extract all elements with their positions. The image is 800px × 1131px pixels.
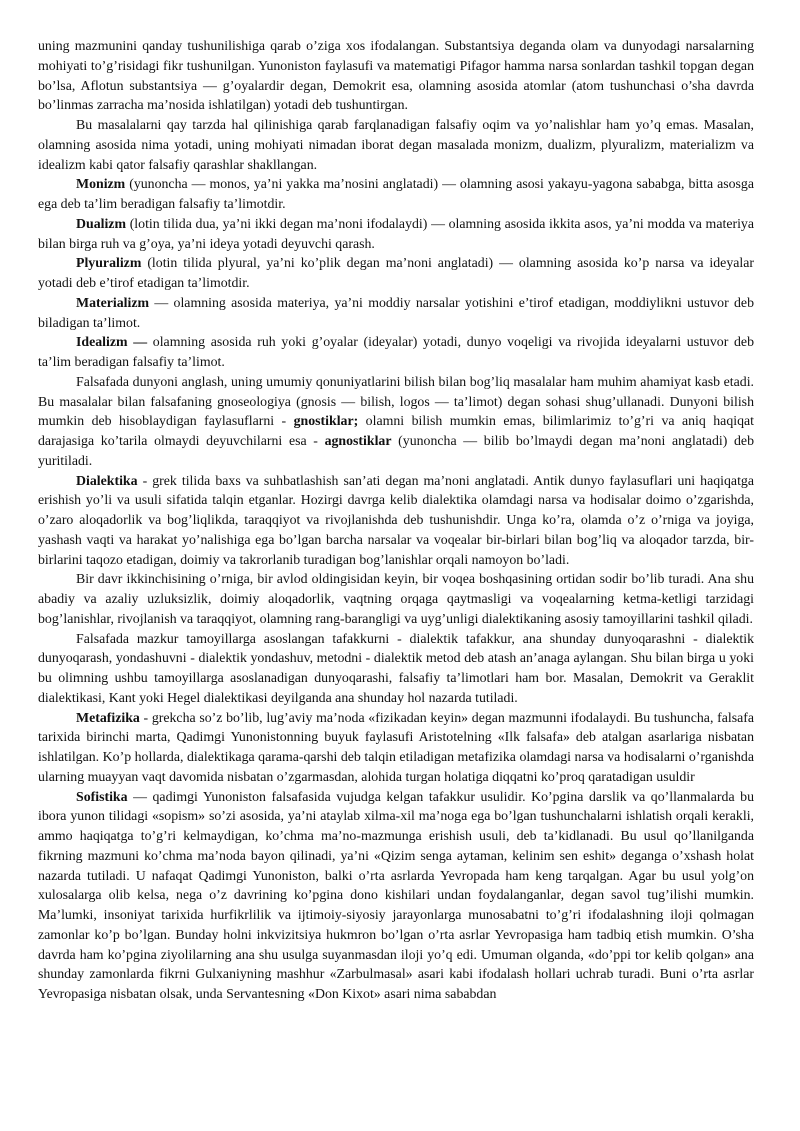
- paragraph-dialectics: [38, 471, 754, 570]
- term-heading: Monizm: [76, 176, 126, 192]
- term-heading: Materializm: [76, 294, 150, 310]
- paragraph-text: (yunoncha — bilib bo’lmaydi degan ma’noni anglatadi) deb yuritiladi.: [38, 433, 754, 468]
- paragraph-substance: [38, 36, 754, 115]
- paragraph-dualism: [38, 214, 754, 254]
- paragraph-text: Falsafada dunyoni anglash, uning umumiy qonuniyatlarini bilish bilan bog’liq masalalar ham muhim ahamiyat kasb etadi. Bu masalalar bilan falsafaning gnoseologiya (gnosis — bilish, logos — ta’limot) degan sohasi shug’ullanadi. Dunyoni bilish mumkin deb hisoblaydigan faylasuflarni -: [38, 373, 754, 429]
- paragraph-continuity: [38, 569, 754, 628]
- paragraph-text: uning mazmunini qanday tushunilishiga qarab o’ziga xos ifodalangan. Substantsiya deganda olam va dunyodagi narsalarning mohiyati to’g’risidagi fikr tushunilgan. Yunoniston faylasufi va matematigi Pifagor hamma narsa sonlardan tashkil topgan degan bo’lsa, Aflotun substantsiya — g’oyalardir degan, Demokrit esa, olamning asosida atomlar (atom tushunchasi o’sha davrda bo’linmas zarracha ma’nosida ishlatilgan) yotadi deb tushuntirgan.: [38, 38, 754, 113]
- paragraph-text: (lotin tilida plyural, ya’ni ko’plik degan ma’noni anglatadi) — olamning asosida ko’p narsa va ideyalar yotadi deb e’tirof etadigan ta’limotdir.: [38, 255, 754, 290]
- paragraph-dialectical-thinking: [38, 629, 754, 708]
- term-heading: Dialektika: [76, 472, 138, 488]
- term-agnostics: agnostiklar: [324, 433, 392, 448]
- term-heading: Dualizm: [76, 215, 126, 231]
- paragraph-pluralism: [38, 253, 754, 293]
- paragraph-text: Bir davr ikkinchisining o’rniga, bir avlod oldingisidan keyin, bir voqea boshqasining ortidan sodir bo’lib turadi. Ana shu abadiy va azaliy uzluksizlik, doimiy aloqadorlik, vaqtning orqaga qaytmasligi va voqealarning ketma-ketligi tarzidagi bog’lanishlar, rivojlanish va taraqqiyot, olamning rang-barangligi va uyg’unligi dialektikaning asosiy tamoyillarini tashkil qiladi.: [38, 571, 754, 626]
- paragraph-text: — olamning asosida materiya, ya’ni moddiy narsalar yotishini e’tirof etadigan, moddiylikni ustuvor deb biladigan ta’limot.: [38, 294, 754, 330]
- paragraph-text: — qadimgi Yunoniston falsafasida vujudga kelgan tafakkur usulidir. Ko’pgina darslik va qo’llanmalarda bu ibora yunon tilidagi «sopism» so’zi asosida, ya’ni ataylab xilma-xil ma’noga ega bo’lgan tushunchalarni ishlatish orqali kerakli, ammo haqiqatga to’g’ri kelmaydigan, ko’chma ma’no-mazmunga erishish usuli, deb ta’kidlanadi. Bu usul qo’llanilganda fikrning mazmuni ko’chma ma’noda bayon qilinadi, ya’ni «Qizim senga aytaman, kelinim sen eshit» deganga o’xshash holat nazarda tutiladi. U nafaqat Qadimgi Yunoniston, balki o’rta asrlarda Yevropada ham keng tarqalgan. Agar bu usul yolg’on xulosalarga olib kelsa, nega o’z davrining ko’pgina dono kishilari undan foydalanganlar, degan savol tug’ilishi mumkin. Ma’lumki, insoniyat tarixida hurfikrlilik va ijtimoiy-siyosiy jarayonlarga munosabatni to’g’ri ifodalashning iloji qolmagan zamonlar ko’p bo’lgan. Bunday holni inkvizitsiya hukmron bo’lgan o’rta asrlar Yevropasiga ham tadbiq etish mumkin. O’sha davrda ham ko’pgina ziyolilarning ana shu usulga suyanmasdan iloji yo’q edi. Umuman olganda, «do’ppi tor kelib qolgan» ana shunday zamonlarda fikrni Gulxaniyning mashhur «Zarbulmasal» asari kabi ifodalash hollari uchrab turadi. Buni o’rta asrlar Yevropasiga nisbatan olsak, unda Servantesning «Don Kixot» asari nima sababdan: [38, 788, 754, 1001]
- term-heading: Sofistika: [76, 788, 128, 804]
- paragraph-currents: [38, 115, 754, 174]
- paragraph-text: (lotin tilida dua, ya’ni ikki degan ma’noni ifodalaydi) — olamning asosida ikkita asos, ya’ni modda va materiya bilan birga ruh va g’oya, ya’ni ideya yotadi deyuvchi qarash.: [38, 215, 754, 251]
- term-gnostics: gnostiklar;: [293, 413, 359, 429]
- paragraph-monism: [38, 174, 754, 214]
- document-page: [38, 36, 754, 1004]
- paragraph-metaphysics: [38, 708, 754, 787]
- paragraph-text: olamni bilish mumkin emas, bilimlarimiz to’g’ri va aniq haqiqat darajasiga ko’tarila olmaydi deyuvchilarni esa -: [38, 413, 754, 448]
- paragraph-text: olamning asosida ruh yoki g’oyalar (ideyalar) yotadi, dunyo voqeligi va rivojida ideyalarni ustuvor deb ta’lim beradigan falsafiy ta’limot.: [38, 334, 754, 369]
- paragraph-gnoseology: [38, 372, 754, 471]
- term-heading: Metafizika: [76, 709, 140, 725]
- paragraph-text: (yunoncha — monos, ya’ni yakka ma’nosini anglatadi) — olamning asosi yakayu-yagona sababga, bitta asosga ega deb ta’lim beradigan falsafiy ta’limotdir.: [38, 176, 754, 211]
- paragraph-sophistry: [38, 787, 754, 1004]
- paragraph-idealism: [38, 332, 754, 372]
- paragraph-text: - grekcha so’z bo’lib, lug’aviy ma’noda «fizikadan keyin» degan mazmunni ifodalaydi. Bu tushuncha, falsafa tarixida birinchi marta, Qadimgi Yunonistonning buyuk faylasufi Aristotelning «Ilk falsafa» deb atalgan asarlariga nisbatan ishlatilgan. Ko’p hollarda, dialektikaga qarama-qarshi deb talqin etiladigan metafizika olamdagi narsa va hodisalarni o’rganishda ularning muayyan vaqt davomida nisbatan o’zgarmasdan, alohida turgan holatiga diqqatni ko’proq qaratadigan usuldir: [38, 709, 754, 784]
- paragraph-text: - grek tilida baxs va suhbatlashish san’ati degan ma’noni anglatadi. Antik dunyo faylasuflari uni haqiqatga erishish yo’li va usuli sifatida talqin etganlar. Hozirgi davrga kelib dialektika olamdagi narsa va hodisalar doimo o’zgarishda, o’zaro aloqadorlik va bog’liqlikda, taraqqiyot va rivojlanishda deb tushunishdir. Unga ko’ra, olamda o’z o’rniga va joyiga, yashash vaqti va harakat yo’nalishiga ega bo’lgan barcha narsalar va voqealar bir-birlari bilan bog’liq va aloqador tarzda, bir-birlarini taqozo etadigan, doimiy va takrorlanib turadigan bog’lanishlar orqali namoyon bo’ladi.: [38, 472, 754, 567]
- paragraph-materialism: [38, 293, 754, 333]
- term-heading: Idealizm —: [76, 334, 148, 350]
- term-heading: Plyuralizm: [76, 255, 142, 271]
- paragraph-text: Falsafada mazkur tamoyillarga asoslangan tafakkurni - dialektik tafakkur, ana shunday dunyoqarashni - dialektik dunyoqarash, yondashuvni - dialektik yondashuv, metodni - dialektik metod deb atash an’anaga aylangan. Shu bilan birga u yoki bu olimning ushbu tamoyillarga asoslanadigan dunyoqarashi, falsafiy ta’limotlari ham bor. Masalan, Demokrit va Geraklit dialektikasi, Kant yoki Hegel dialektikasi deyilganda ana shunday hol nazarda tutiladi.: [38, 630, 754, 705]
- paragraph-text: Bu masalalarni qay tarzda hal qilinishiga qarab farqlanadigan falsafiy oqim va yo’nalishlar ham yo’q emas. Masalan, olamning asosida nima yotadi, uning mohiyati nimadan iborat degan masalada monizm, dualizm, plyuralizm, materializm va idealizm kabi qator falsafiy qarashlar shakllangan.: [38, 117, 754, 172]
